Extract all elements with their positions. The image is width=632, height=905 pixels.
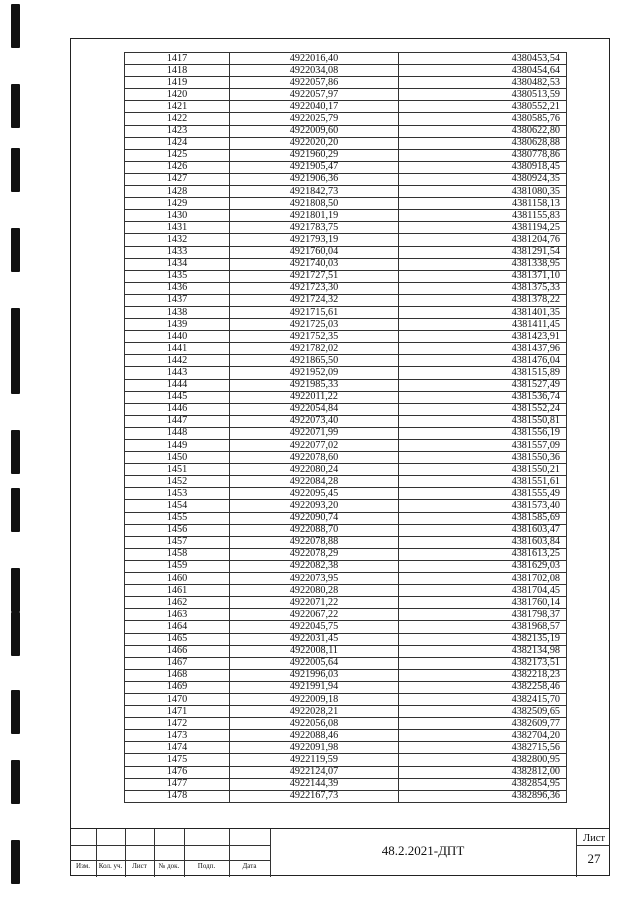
point-number-cell: 1450 [125,452,230,464]
coordinate-x-cell: 4922025,79 [230,113,399,125]
table-row [125,246,567,258]
coordinate-y-cell: 4380552,21 [399,101,567,113]
table-row [125,754,567,766]
binding-mark [11,430,20,474]
point-number-cell: 1448 [125,427,230,439]
table-row [125,125,567,137]
coordinate-x-cell: 4922016,40 [230,53,399,65]
coordinate-y-cell: 4381527,49 [399,379,567,391]
table-row [125,536,567,548]
coordinate-y-cell: 4381968,57 [399,621,567,633]
coordinate-y-cell: 4381551,61 [399,476,567,488]
table-row [125,427,567,439]
point-number-cell: 1423 [125,125,230,137]
table-row [125,681,567,693]
coordinate-y-cell: 4381556,19 [399,427,567,439]
coordinate-y-cell: 4382509,65 [399,706,567,718]
caption-signature: Подп. [197,862,216,870]
coordinate-x-cell: 4921727,51 [230,270,399,282]
coordinate-x-cell: 4922005,64 [230,657,399,669]
coordinate-y-cell: 4380513,59 [399,89,567,101]
binding-mark [11,228,20,272]
coordinate-x-cell: 4922119,59 [230,754,399,766]
coordinate-x-cell: 4922071,99 [230,427,399,439]
point-number-cell: 1432 [125,234,230,246]
coordinate-x-cell: 4921952,09 [230,367,399,379]
point-number-cell: 1433 [125,246,230,258]
title-block-line [70,845,270,846]
coordinate-y-cell: 4382854,95 [399,778,567,790]
point-number-cell: 1472 [125,718,230,730]
coordinate-x-cell: 4921808,50 [230,198,399,210]
coordinate-x-cell: 4922080,24 [230,464,399,476]
coordinate-y-cell: 4381515,89 [399,367,567,379]
coordinate-x-cell: 4921906,36 [230,173,399,185]
table-row [125,440,567,452]
point-number-cell: 1473 [125,730,230,742]
table-row [125,186,567,198]
point-number-cell: 1468 [125,669,230,681]
table-row [125,560,567,572]
coordinate-y-cell: 4381155,83 [399,210,567,222]
binding-mark [11,350,20,394]
coordinate-y-cell: 4381798,37 [399,609,567,621]
table-row [125,355,567,367]
title-block-line [576,845,610,846]
coordinate-y-cell: 4382896,36 [399,790,567,802]
coordinate-x-cell: 4921793,19 [230,234,399,246]
point-number-cell: 1447 [125,415,230,427]
sheet-label: Лист [583,833,605,844]
coordinate-y-cell: 4381158,13 [399,198,567,210]
point-number-cell: 1427 [125,173,230,185]
point-number-cell: 1438 [125,306,230,318]
coordinate-x-cell: 4922034,08 [230,65,399,77]
point-number-cell: 1469 [125,681,230,693]
coordinate-y-cell: 4380918,45 [399,161,567,173]
table-row [125,379,567,391]
coordinates-table-body [125,53,567,803]
point-number-cell: 1478 [125,790,230,802]
point-number-cell: 1461 [125,585,230,597]
coordinate-y-cell: 4382800,95 [399,754,567,766]
point-number-cell: 1441 [125,343,230,355]
coordinate-x-cell: 4922057,86 [230,77,399,89]
point-number-cell: 1439 [125,319,230,331]
table-row [125,210,567,222]
table-row [125,597,567,609]
coordinate-y-cell: 4381557,09 [399,440,567,452]
coordinate-y-cell: 4381585,69 [399,512,567,524]
table-row [125,234,567,246]
coordinate-y-cell: 4382258,46 [399,681,567,693]
binding-mark [11,148,20,192]
table-row [125,161,567,173]
coordinate-x-cell: 4922009,60 [230,125,399,137]
point-number-cell: 1434 [125,258,230,270]
coordinate-y-cell: 4380453,54 [399,53,567,65]
coordinate-x-cell: 4921996,03 [230,669,399,681]
coordinate-x-cell: 4922057,97 [230,89,399,101]
table-row [125,282,567,294]
point-number-cell: 1443 [125,367,230,379]
table-row [125,706,567,718]
coordinate-x-cell: 4922080,28 [230,585,399,597]
binding-mark [11,612,20,656]
table-row [125,778,567,790]
binding-mark [11,488,20,532]
table-row [125,222,567,234]
coordinate-y-cell: 4381550,21 [399,464,567,476]
point-number-cell: 1428 [125,186,230,198]
table-row [125,766,567,778]
coordinate-y-cell: 4381080,35 [399,186,567,198]
coordinate-y-cell: 4381437,96 [399,343,567,355]
coordinate-x-cell: 4922008,11 [230,645,399,657]
point-number-cell: 1470 [125,693,230,705]
coordinate-y-cell: 4382135,19 [399,633,567,645]
coordinate-x-cell: 4921783,75 [230,222,399,234]
point-number-cell: 1476 [125,766,230,778]
coordinate-y-cell: 4381375,33 [399,282,567,294]
coordinate-y-cell: 4380778,86 [399,149,567,161]
point-number-cell: 1430 [125,210,230,222]
coordinate-x-cell: 4921760,04 [230,246,399,258]
point-number-cell: 1445 [125,391,230,403]
point-number-cell: 1440 [125,331,230,343]
coordinate-x-cell: 4922077,02 [230,440,399,452]
coordinate-y-cell: 4381411,45 [399,319,567,331]
point-number-cell: 1457 [125,536,230,548]
table-row [125,101,567,113]
coordinate-x-cell: 4922056,08 [230,718,399,730]
point-number-cell: 1442 [125,355,230,367]
coordinate-y-cell: 4381555,49 [399,488,567,500]
coordinate-y-cell: 4381378,22 [399,294,567,306]
coordinate-x-cell: 4922144,39 [230,778,399,790]
point-number-cell: 1426 [125,161,230,173]
coordinate-y-cell: 4381603,84 [399,536,567,548]
caption-qty: Кол. уч. [98,862,123,870]
coordinate-y-cell: 4381423,91 [399,331,567,343]
table-row [125,476,567,488]
coordinate-y-cell: 4381702,08 [399,573,567,585]
point-number-cell: 1465 [125,633,230,645]
point-number-cell: 1464 [125,621,230,633]
coordinate-x-cell: 4922082,38 [230,560,399,572]
table-row [125,718,567,730]
table-row [125,173,567,185]
coordinate-x-cell: 4922091,98 [230,742,399,754]
coordinate-x-cell: 4922031,45 [230,633,399,645]
table-row [125,343,567,355]
coordinate-y-cell: 4381704,45 [399,585,567,597]
coordinate-x-cell: 4922093,20 [230,500,399,512]
point-number-cell: 1424 [125,137,230,149]
coordinate-x-cell: 4922054,84 [230,403,399,415]
coordinate-x-cell: 4921715,61 [230,306,399,318]
title-block-line [576,829,577,877]
table-row [125,464,567,476]
point-number-cell: 1421 [125,101,230,113]
coordinate-y-cell: 4381552,24 [399,403,567,415]
coordinate-x-cell: 4922078,88 [230,536,399,548]
coordinate-x-cell: 4922078,60 [230,452,399,464]
coordinate-x-cell: 4922045,75 [230,621,399,633]
point-number-cell: 1444 [125,379,230,391]
coordinate-x-cell: 4922011,22 [230,391,399,403]
point-number-cell: 1459 [125,560,230,572]
table-row [125,149,567,161]
coordinate-x-cell: 4921725,03 [230,319,399,331]
coordinate-y-cell: 4380482,53 [399,77,567,89]
coordinate-x-cell: 4922073,40 [230,415,399,427]
coordinate-y-cell: 4381760,14 [399,597,567,609]
table-row [125,415,567,427]
coordinate-y-cell: 4382173,51 [399,657,567,669]
point-number-cell: 1455 [125,512,230,524]
table-row [125,258,567,270]
coordinate-x-cell: 4922067,22 [230,609,399,621]
binding-mark [11,840,20,884]
coordinate-y-cell: 4382134,98 [399,645,567,657]
coordinate-y-cell: 4381536,74 [399,391,567,403]
coordinate-x-cell: 4921905,47 [230,161,399,173]
point-number-cell: 1462 [125,597,230,609]
coordinate-x-cell: 4921991,94 [230,681,399,693]
coordinate-y-cell: 4381204,76 [399,234,567,246]
coordinate-y-cell: 4380622,80 [399,125,567,137]
point-number-cell: 1419 [125,77,230,89]
coordinate-y-cell: 4381401,35 [399,306,567,318]
coordinate-y-cell: 4382415,70 [399,693,567,705]
point-number-cell: 1425 [125,149,230,161]
document-number: 48.2.2021-ДПТ [381,843,465,858]
coordinate-x-cell: 4921801,19 [230,210,399,222]
table-row [125,452,567,464]
coordinate-x-cell: 4922088,46 [230,730,399,742]
table-row [125,548,567,560]
table-row [125,391,567,403]
coordinate-y-cell: 4381476,04 [399,355,567,367]
coordinate-x-cell: 4922167,73 [230,790,399,802]
coordinate-y-cell: 4381550,81 [399,415,567,427]
table-row [125,573,567,585]
point-number-cell: 1475 [125,754,230,766]
table-row [125,488,567,500]
table-row [125,270,567,282]
binding-mark [11,760,20,804]
coordinate-x-cell: 4922040,17 [230,101,399,113]
point-number-cell: 1474 [125,742,230,754]
table-row [125,77,567,89]
coordinate-y-cell: 4381573,40 [399,500,567,512]
caption-change: Изм. [76,862,90,870]
coordinate-x-cell: 4921865,50 [230,355,399,367]
point-number-cell: 1437 [125,294,230,306]
table-row [125,198,567,210]
coordinate-x-cell: 4922090,74 [230,512,399,524]
table-row [125,53,567,65]
point-number-cell: 1418 [125,65,230,77]
point-number-cell: 1422 [125,113,230,125]
caption-sheet: Лист [132,862,147,870]
table-row [125,113,567,125]
point-number-cell: 1420 [125,89,230,101]
coordinate-x-cell: 4921723,30 [230,282,399,294]
point-number-cell: 1466 [125,645,230,657]
coordinate-x-cell: 4922020,20 [230,137,399,149]
point-number-cell: 1431 [125,222,230,234]
coordinate-y-cell: 4382812,00 [399,766,567,778]
table-row [125,730,567,742]
coordinate-x-cell: 4921782,02 [230,343,399,355]
coordinate-x-cell: 4922073,95 [230,573,399,585]
table-row [125,331,567,343]
table-row [125,319,567,331]
coordinate-x-cell: 4921724,32 [230,294,399,306]
coordinate-x-cell: 4921960,29 [230,149,399,161]
point-number-cell: 1446 [125,403,230,415]
coordinates-table [124,52,567,803]
point-number-cell: 1451 [125,464,230,476]
point-number-cell: 1458 [125,548,230,560]
point-number-cell: 1477 [125,778,230,790]
coordinate-x-cell: 4922084,28 [230,476,399,488]
coordinate-x-cell: 4921842,73 [230,186,399,198]
table-row [125,621,567,633]
table-row [125,512,567,524]
coordinate-x-cell: 4922028,21 [230,706,399,718]
table-row [125,585,567,597]
table-row [125,669,567,681]
coordinate-y-cell: 4382704,20 [399,730,567,742]
coordinate-y-cell: 4380924,35 [399,173,567,185]
table-row [125,633,567,645]
coordinate-x-cell: 4921985,33 [230,379,399,391]
table-row [125,645,567,657]
coordinate-x-cell: 4922124,07 [230,766,399,778]
title-block-line [70,860,270,861]
coordinate-y-cell: 4381338,95 [399,258,567,270]
point-number-cell: 1452 [125,476,230,488]
table-row [125,742,567,754]
point-number-cell: 1429 [125,198,230,210]
coordinate-x-cell: 4921740,03 [230,258,399,270]
coordinate-y-cell: 4381613,25 [399,548,567,560]
point-number-cell: 1449 [125,440,230,452]
coordinate-y-cell: 4380628,88 [399,137,567,149]
table-row [125,137,567,149]
coordinate-y-cell: 4382609,77 [399,718,567,730]
point-number-cell: 1435 [125,270,230,282]
table-row [125,609,567,621]
coordinate-x-cell: 4922088,70 [230,524,399,536]
coordinate-x-cell: 4922071,22 [230,597,399,609]
table-row [125,657,567,669]
table-row [125,367,567,379]
coordinate-y-cell: 4381371,10 [399,270,567,282]
binding-mark [11,568,20,612]
point-number-cell: 1456 [125,524,230,536]
coordinate-x-cell: 4921752,35 [230,331,399,343]
point-number-cell: 1436 [125,282,230,294]
table-row [125,524,567,536]
coordinate-x-cell: 4922009,18 [230,693,399,705]
point-number-cell: 1460 [125,573,230,585]
coordinate-y-cell: 4382715,56 [399,742,567,754]
table-row [125,403,567,415]
coordinate-y-cell: 4382218,23 [399,669,567,681]
coordinate-x-cell: 4922095,45 [230,488,399,500]
table-row [125,306,567,318]
binding-mark [11,308,20,352]
table-row [125,65,567,77]
coordinate-y-cell: 4381603,47 [399,524,567,536]
sheet-number: 27 [587,851,601,866]
coordinate-y-cell: 4380585,76 [399,113,567,125]
caption-date: Дата [242,862,257,870]
table-row [125,693,567,705]
coordinate-y-cell: 4381291,54 [399,246,567,258]
title-block [70,828,610,877]
table-row [125,790,567,802]
coordinate-y-cell: 4381550,36 [399,452,567,464]
point-number-cell: 1471 [125,706,230,718]
point-number-cell: 1417 [125,53,230,65]
coordinate-y-cell: 4381194,25 [399,222,567,234]
point-number-cell: 1453 [125,488,230,500]
table-row [125,89,567,101]
binding-mark [11,4,20,48]
caption-doc-number: № док. [158,862,180,870]
table-row [125,294,567,306]
table-row [125,500,567,512]
point-number-cell: 1467 [125,657,230,669]
binding-mark [11,84,20,128]
binding-mark [11,690,20,734]
coordinate-y-cell: 4381629,03 [399,560,567,572]
point-number-cell: 1463 [125,609,230,621]
coordinate-y-cell: 4380454,64 [399,65,567,77]
coordinate-x-cell: 4922078,29 [230,548,399,560]
point-number-cell: 1454 [125,500,230,512]
